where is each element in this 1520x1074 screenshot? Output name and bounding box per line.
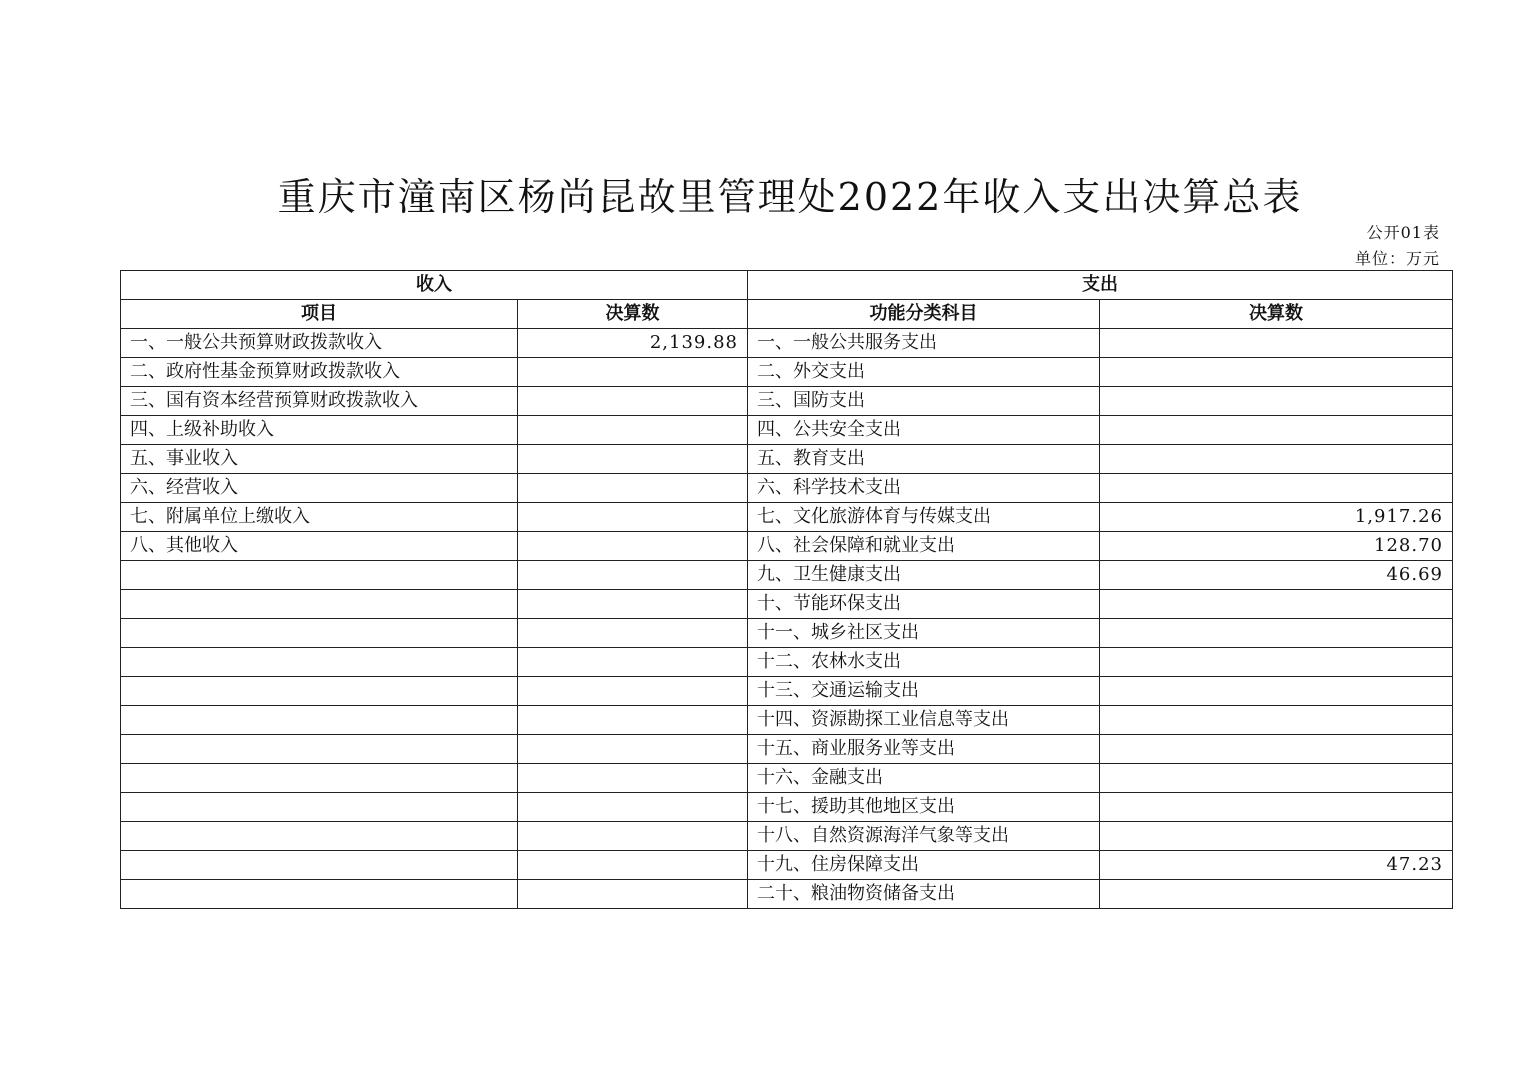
expense-value-cell	[1100, 387, 1453, 416]
table-row	[121, 735, 1453, 764]
expense-value-cell: 128.70	[1100, 532, 1453, 561]
expense-item-cell: 二十、粮油物资储备支出	[748, 880, 1100, 909]
expense-value-cell	[1100, 793, 1453, 822]
expense-value-cell	[1100, 445, 1453, 474]
column-header-row	[121, 300, 1453, 329]
income-value-cell	[518, 619, 748, 648]
expense-item-cell: 三、国防支出	[748, 387, 1100, 416]
expense-value-cell	[1100, 619, 1453, 648]
expense-value-cell	[1100, 416, 1453, 445]
budget-table	[120, 270, 1453, 909]
table-row	[121, 474, 1453, 503]
income-value-cell	[518, 793, 748, 822]
income-value-cell	[518, 677, 748, 706]
expense-value-cell	[1100, 329, 1453, 358]
expense-item-cell: 十二、农林水支出	[748, 648, 1100, 677]
expense-item-cell: 九、卫生健康支出	[748, 561, 1100, 590]
expense-value-cell: 47.23	[1100, 851, 1453, 880]
income-item-cell	[121, 677, 518, 706]
expense-item-cell: 八、社会保障和就业支出	[748, 532, 1100, 561]
unit-label: 单位：万元	[1354, 249, 1440, 268]
income-value-cell	[518, 358, 748, 387]
table-row	[121, 416, 1453, 445]
income-value-cell	[518, 387, 748, 416]
table-row	[121, 561, 1453, 590]
expense-value-cell	[1100, 764, 1453, 793]
income-value-cell	[518, 532, 748, 561]
expense-value-cell	[1100, 358, 1453, 387]
income-item-cell: 六、经营收入	[121, 474, 518, 503]
income-value-cell	[518, 851, 748, 880]
column-header-income-item: 项目	[121, 300, 518, 329]
expense-value-cell	[1100, 648, 1453, 677]
income-item-cell	[121, 648, 518, 677]
expense-item-cell: 十三、交通运输支出	[748, 677, 1100, 706]
expense-value-cell	[1100, 706, 1453, 735]
expense-item-cell: 六、科学技术支出	[748, 474, 1100, 503]
table-row	[121, 764, 1453, 793]
income-item-cell	[121, 590, 518, 619]
income-value-cell	[518, 445, 748, 474]
expense-value-cell	[1100, 822, 1453, 851]
income-value-cell	[518, 706, 748, 735]
expense-item-cell: 四、公共安全支出	[748, 416, 1100, 445]
income-item-cell	[121, 793, 518, 822]
income-item-cell	[121, 851, 518, 880]
expense-item-cell: 十六、金融支出	[748, 764, 1100, 793]
expense-item-cell: 十九、住房保障支出	[748, 851, 1100, 880]
expense-value-cell	[1100, 474, 1453, 503]
income-item-cell	[121, 619, 518, 648]
expense-item-cell: 十四、资源勘探工业信息等支出	[748, 706, 1100, 735]
table-row	[121, 677, 1453, 706]
income-section-header: 收入	[121, 271, 748, 300]
income-value-cell	[518, 474, 748, 503]
table-row	[121, 619, 1453, 648]
table-row	[121, 880, 1453, 909]
income-value-cell	[518, 503, 748, 532]
page-title: 重庆市潼南区杨尚昆故里管理处2022年收入支出决算总表	[277, 175, 1303, 219]
expense-item-cell: 一、一般公共服务支出	[748, 329, 1100, 358]
expense-item-cell: 十一、城乡社区支出	[748, 619, 1100, 648]
income-item-cell	[121, 561, 518, 590]
expense-value-cell: 1,917.26	[1100, 503, 1453, 532]
table-row	[121, 329, 1453, 358]
expense-value-cell	[1100, 880, 1453, 909]
table-row	[121, 706, 1453, 735]
income-item-cell: 一、一般公共预算财政拨款收入	[121, 329, 518, 358]
table-row	[121, 532, 1453, 561]
table-row	[121, 822, 1453, 851]
table-row	[121, 648, 1453, 677]
expense-item-cell: 十七、援助其他地区支出	[748, 793, 1100, 822]
table-row	[121, 851, 1453, 880]
income-value-cell	[518, 416, 748, 445]
expense-item-cell: 十五、商业服务业等支出	[748, 735, 1100, 764]
income-value-cell	[518, 590, 748, 619]
income-value-cell	[518, 648, 748, 677]
income-item-cell: 四、上级补助收入	[121, 416, 518, 445]
table-row	[121, 445, 1453, 474]
income-item-cell: 七、附属单位上缴收入	[121, 503, 518, 532]
table-row	[121, 590, 1453, 619]
income-item-cell: 八、其他收入	[121, 532, 518, 561]
income-item-cell	[121, 735, 518, 764]
income-value-cell	[518, 880, 748, 909]
table-row	[121, 503, 1453, 532]
expense-item-cell: 十八、自然资源海洋气象等支出	[748, 822, 1100, 851]
section-header-row	[121, 271, 1453, 300]
expense-section-header: 支出	[748, 271, 1453, 300]
table-row	[121, 358, 1453, 387]
income-value-cell: 2,139.88	[518, 329, 748, 358]
table-row	[121, 793, 1453, 822]
column-header-expense-item: 功能分类科目	[748, 300, 1100, 329]
expense-value-cell	[1100, 677, 1453, 706]
income-value-cell	[518, 735, 748, 764]
expense-value-cell	[1100, 735, 1453, 764]
income-item-cell: 五、事业收入	[121, 445, 518, 474]
column-header-income-value: 决算数	[518, 300, 748, 329]
income-value-cell	[518, 822, 748, 851]
income-item-cell	[121, 880, 518, 909]
expense-item-cell: 五、教育支出	[748, 445, 1100, 474]
income-item-cell: 三、国有资本经营预算财政拨款收入	[121, 387, 518, 416]
income-value-cell	[518, 764, 748, 793]
expense-item-cell: 二、外交支出	[748, 358, 1100, 387]
expense-value-cell	[1100, 590, 1453, 619]
table-body	[121, 329, 1453, 909]
income-item-cell: 二、政府性基金预算财政拨款收入	[121, 358, 518, 387]
column-header-expense-value: 决算数	[1100, 300, 1453, 329]
table-code: 公开01表	[1366, 223, 1440, 242]
income-item-cell	[121, 764, 518, 793]
income-value-cell	[518, 561, 748, 590]
table-row	[121, 387, 1453, 416]
income-item-cell	[121, 706, 518, 735]
expense-item-cell: 七、文化旅游体育与传媒支出	[748, 503, 1100, 532]
expense-item-cell: 十、节能环保支出	[748, 590, 1100, 619]
income-item-cell	[121, 822, 518, 851]
expense-value-cell: 46.69	[1100, 561, 1453, 590]
